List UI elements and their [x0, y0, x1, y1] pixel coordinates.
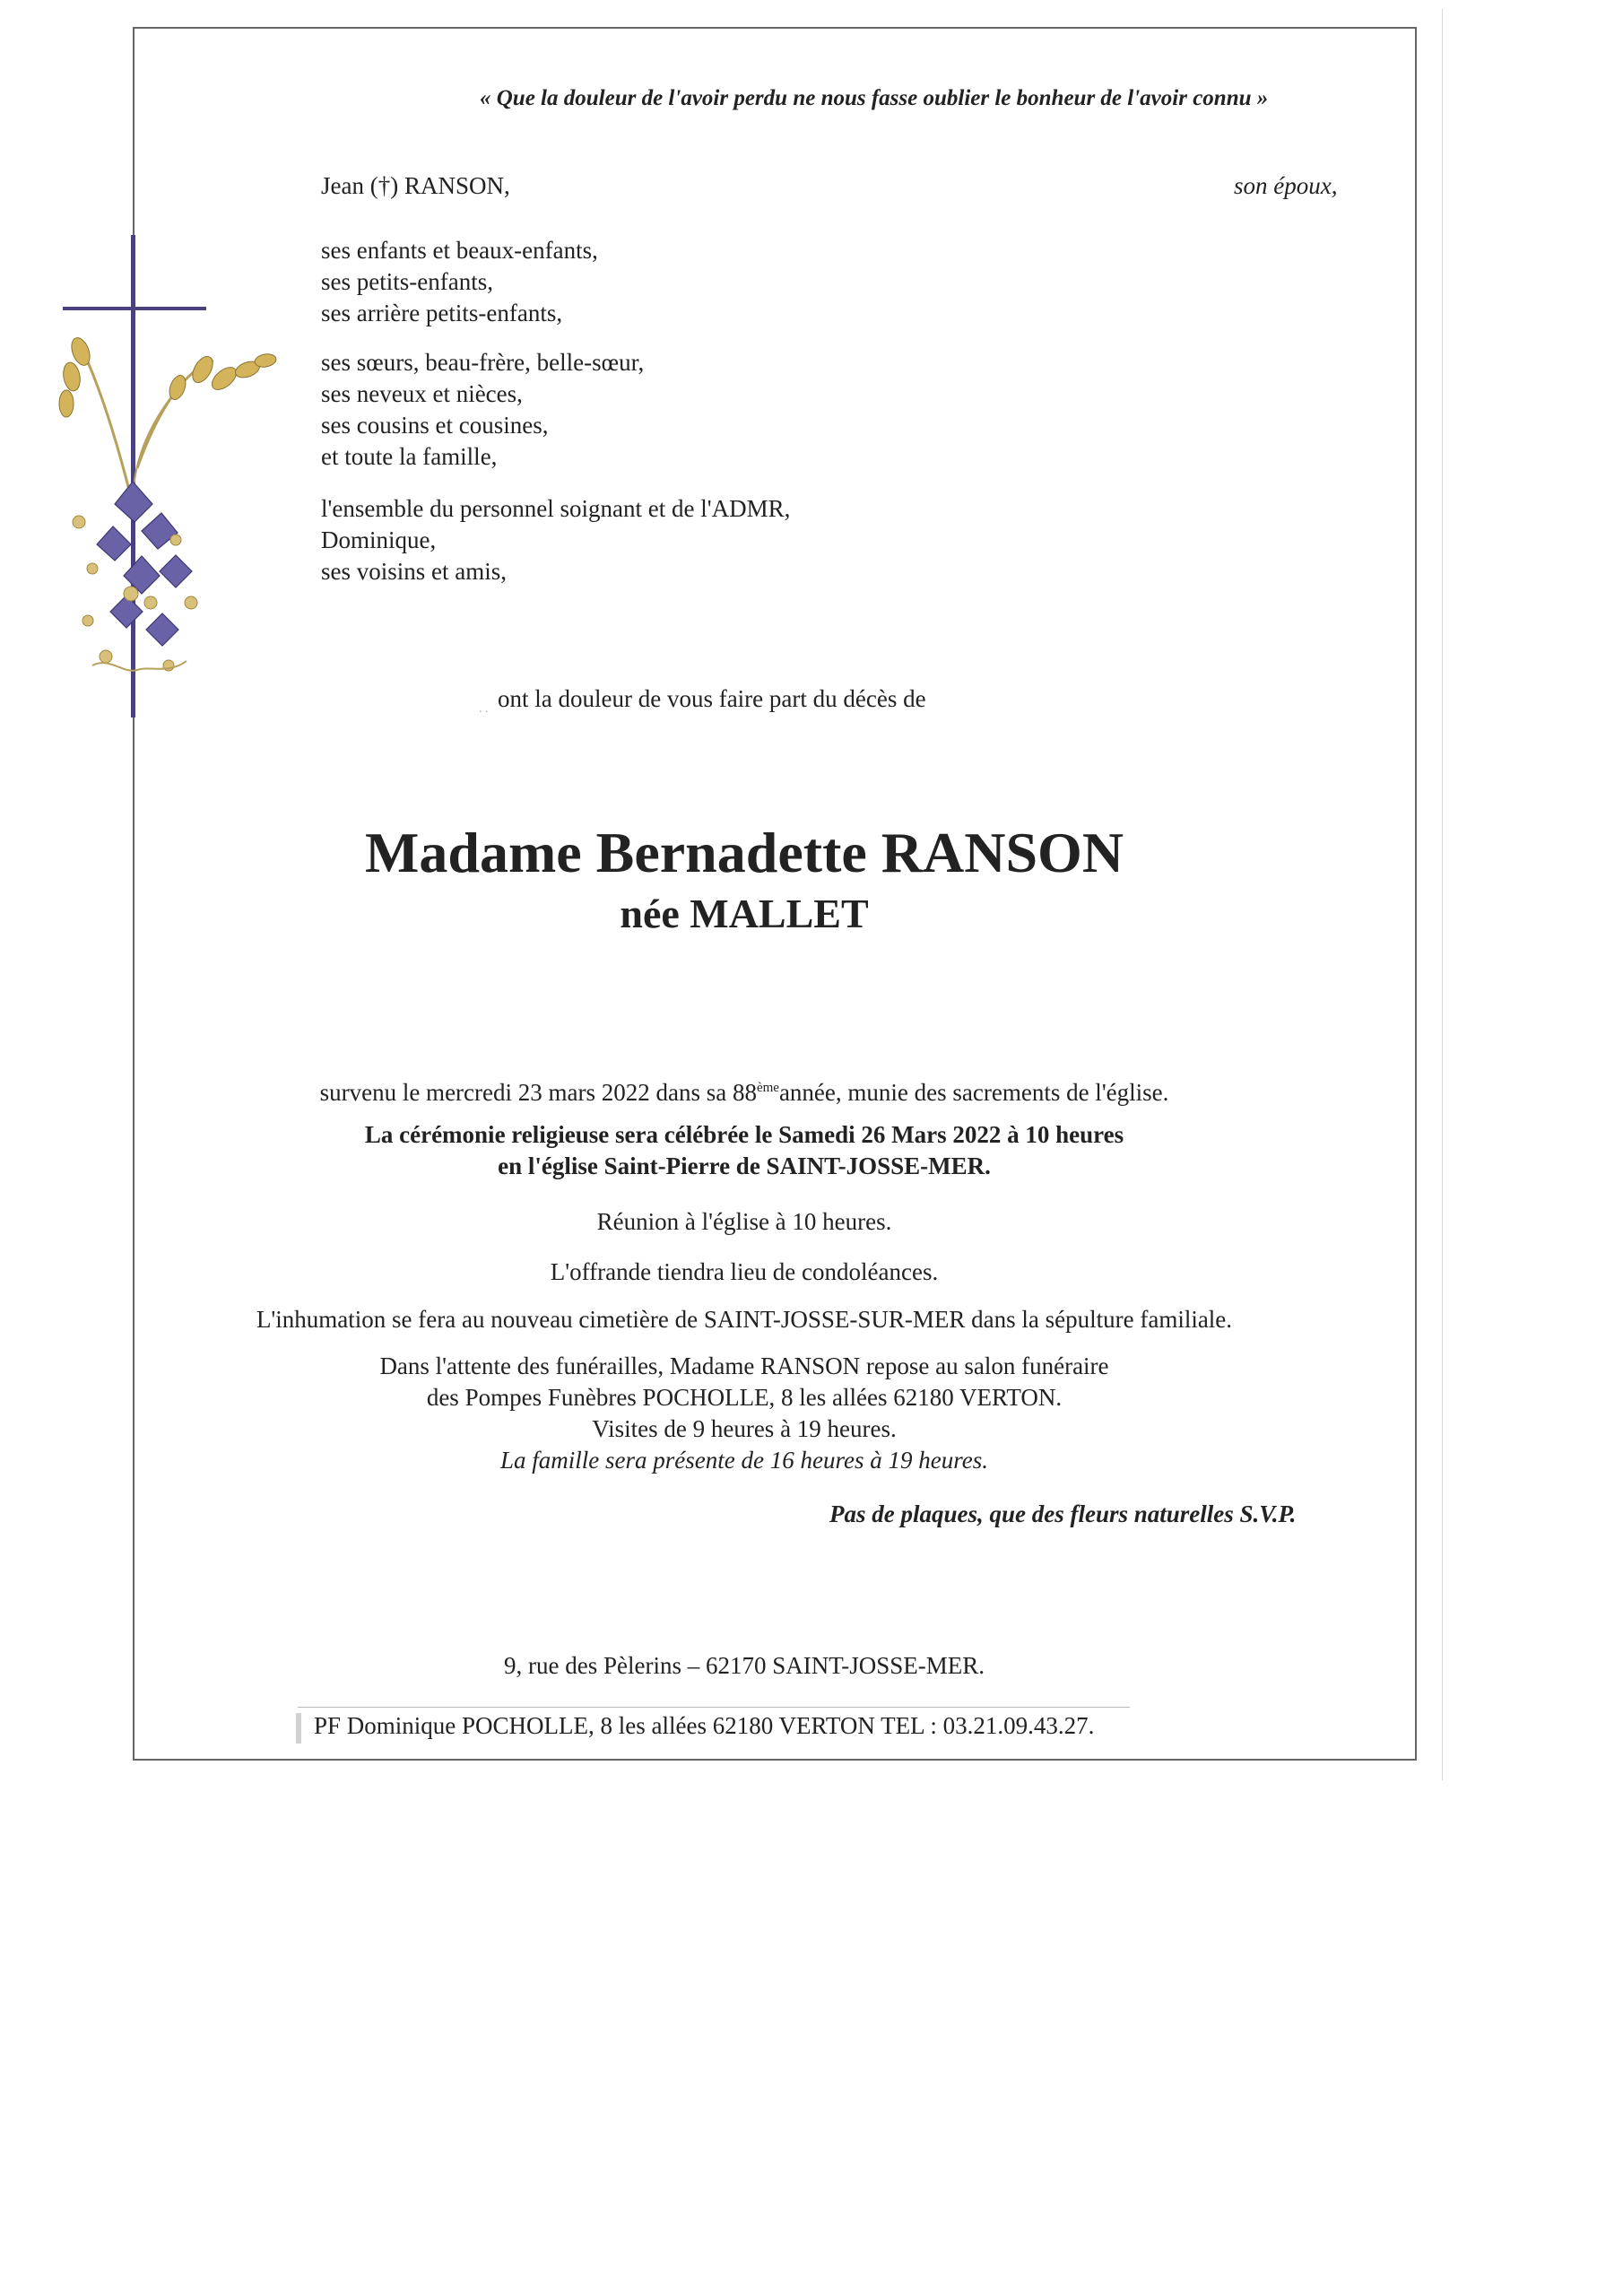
flowers-note: Pas de plaques, que des fleurs naturelles S.V.P. — [829, 1500, 1297, 1527]
death-notice-superscript: ème — [756, 1081, 779, 1095]
family-line: Dominique, — [321, 526, 437, 553]
funeral-home-line: Dans l'attente des funérailles, Madame RANSON repose au salon funéraire — [379, 1352, 1109, 1379]
footer-divider — [298, 1707, 1130, 1708]
family-group-children — [321, 235, 598, 329]
family-line: ses sœurs, beau-frère, belle-sœur, — [321, 349, 645, 376]
funeral-home-line: Visites de 9 heures à 19 heures. — [592, 1415, 897, 1442]
family-line: ses cousins et cousines, — [321, 412, 549, 439]
ceremony-line: La cérémonie religieuse sera célébrée le Samedi 26 Mars 2022 à 10 heures — [364, 1121, 1124, 1148]
death-notice-text-end: année, munie des sacrements de l'église. — [778, 1079, 1169, 1106]
family-line: ses enfants et beaux-enfants, — [321, 237, 598, 264]
scan-dots: . . — [479, 702, 489, 716]
family-group-others — [321, 493, 790, 587]
family-line: ses voisins et amis, — [321, 558, 507, 585]
announcement-text: ont la douleur de vous faire part du décès de — [498, 685, 926, 712]
family-line: et toute la famille, — [321, 443, 498, 470]
family-line: l'ensemble du personnel soignant et de l'ADMR, — [321, 495, 791, 522]
husband-role: son époux, — [1234, 172, 1338, 199]
footer-accent-bar — [296, 1713, 301, 1744]
cross-with-wheat-icon — [25, 235, 294, 728]
funeral-director-contact: PF Dominique POCHOLLE, 8 les allées 62180 VERTON TEL : 03.21.09.43.27. — [314, 1712, 1095, 1739]
ceremony-line: en l'église Saint-Pierre de SAINT-JOSSE-MER. — [498, 1152, 991, 1179]
burial-text: L'inhumation se fera au nouveau cimetière de SAINT-JOSSE-SUR-MER dans la sépulture familiale. — [256, 1306, 1233, 1333]
death-notice — [0, 1073, 1488, 1109]
memorial-quote: « Que la douleur de l'avoir perdu ne nous fasse oublier le bonheur de l'avoir connu » — [480, 86, 1269, 110]
funeral-home-block — [0, 1351, 1488, 1476]
death-notice-text: survenu le mercredi 23 mars 2022 dans sa 88 — [319, 1079, 757, 1106]
husband-name: Jean (†) RANSON, — [321, 172, 510, 199]
family-line: ses neveux et nièces, — [321, 380, 523, 407]
offering-text: L'offrande tiendra lieu de condoléances. — [550, 1258, 939, 1285]
reunion-text: Réunion à l'église à 10 heures. — [596, 1208, 892, 1235]
family-address: 9, rue des Pèlerins – 62170 SAINT-JOSSE-MER. — [504, 1652, 985, 1679]
family-line: ses arrière petits-enfants, — [321, 300, 563, 326]
family-group-siblings — [321, 347, 644, 473]
family-line: ses petits-enfants, — [321, 268, 493, 295]
ceremony-block — [0, 1119, 1488, 1182]
family-presence-line: La famille sera présente de 16 heures à 19 heures. — [500, 1447, 988, 1474]
deceased-maiden-name: née MALLET — [620, 891, 869, 936]
funeral-home-line: des Pompes Funèbres POCHOLLE, 8 les allées 62180 VERTON. — [426, 1384, 1063, 1411]
deceased-name: Madame Bernadette RANSON — [364, 821, 1124, 884]
